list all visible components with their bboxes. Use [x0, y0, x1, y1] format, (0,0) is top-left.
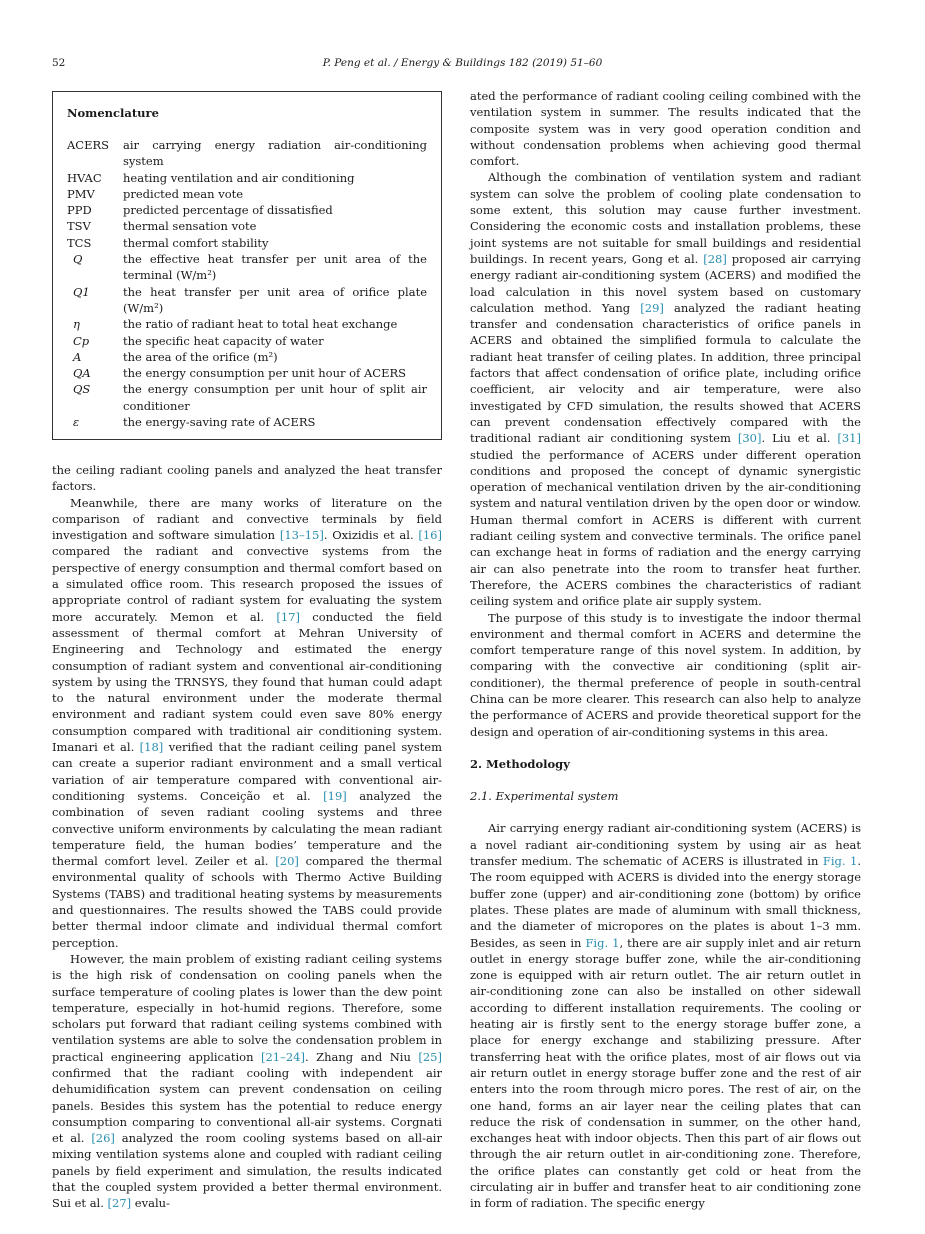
nomenclature-symbol: TSV	[67, 219, 91, 234]
nomenclature-definition: the energy consumption per unit hour of split air conditioner	[123, 382, 427, 413]
paragraph: The purpose of this study is to investigate the indoor thermal environment and thermal comfort in ACERS and determine the comfort temperature range of this novel system. In addition, by comparing with the convective air conditioning (split air-conditioner), the thermal preference of people in south-central China can be more clearer. This research can also help to analyze the performance of ACERS and provide theoretical support for the design and operation of air-conditioning systems in this area.	[470, 610, 861, 739]
text-run: compared the radiant and convective systems from the perspective of energy consumption and thermal comfort based on a simulated office room. This research proposed the issues of appropriate control of radiant system for evaluating the system more accurately. Memon et al.	[52, 544, 442, 624]
nomenclature-entry	[67, 235, 427, 251]
text-run: However, the main problem of existing radiant ceiling systems is the high risk of condensation on cooling panels when the surface temperature of cooling plates is lower than the dew point temperature, especially in hot-humid regions. Therefore, some scholars put forward that radiant ceiling systems combined with ventilation systems are able to solve the condensation problem in practical engineering application	[52, 951, 442, 1064]
nomenclature-entry	[67, 170, 427, 186]
nomenclature-entry	[67, 137, 427, 170]
subsection-heading: 2.1. Experimental system	[470, 789, 619, 804]
nomenclature-definition: the energy consumption per unit hour of ACERS	[123, 366, 406, 381]
nomenclature-definition: the ratio of radiant heat to total heat exchange	[123, 317, 398, 332]
running-header: P. Peng et al. / Energy & Buildings 182 (2019) 51–60	[322, 57, 603, 69]
text-run: . Zhang and Niu	[304, 1049, 419, 1064]
nomenclature-definition: the heat transfer per unit area of orifice plate (W/m²)	[123, 284, 427, 315]
nomenclature-entry	[67, 284, 427, 317]
nomenclature-entry	[67, 349, 427, 365]
citation-link[interactable]: [13–15]	[279, 528, 324, 543]
text-run: compared the thermal environmental quality of schools with Thermo Active Building Systems (TABS) and traditional heating systems by measurements and questionnaires. The results showed the TABS could provide better thermal indoor climate and individual thermal comfort perception.	[52, 854, 442, 950]
nomenclature-symbol: PMV	[67, 186, 95, 201]
text-run: analyzed the room cooling systems based on all-air mixing ventilation systems alone and coupled with radiant ceiling panels by field experiment and simulation, the results indicated that the coupled system provided a better thermal environment. Sui et al.	[52, 1131, 442, 1211]
nomenclature-definition: thermal comfort stability	[123, 235, 269, 250]
nomenclature-entry	[67, 186, 427, 202]
left-column	[52, 462, 442, 1212]
citation-link[interactable]: [21–24]	[260, 1049, 305, 1064]
text-run: evalu-	[131, 1196, 170, 1211]
citation-link[interactable]: [17]	[276, 609, 300, 624]
nomenclature-symbol: Q1	[73, 284, 90, 299]
text-run: proposed air carrying energy radiant air-conditioning system (ACERS) and modified the load calculation in this novel system based on customary calculation method. Yang	[470, 251, 862, 315]
nomenclature-definition: thermal sensation vote	[123, 219, 257, 234]
text-run: confirmed that the radiant cooling with independent air dehumidification system can prevent condensation on ceiling panels. Besides this system has the potential to reduce energy consumption comparing to conventional all-air systems. Corgnati et al.	[52, 1065, 442, 1146]
nomenclature-entry	[67, 218, 427, 234]
text-run: studied the performance of ACERS under different operation conditions and proposed the concept of dynamic synergistic operation of mechanical ventilation driven by the air-conditioning system and natural ventilation driven by the open door or window. Human thermal comfort in ACERS is different with current radiant ceiling system and convective terminals. The orifice panel can exchange heat in forms of radiation and the energy carrying air can also penetrate into the room to transfer heat further. Therefore, the ACERS combines the characteristics of radiant ceiling system and orifice plate air supply system.	[470, 447, 861, 609]
right-column	[470, 88, 861, 1212]
text-run: analyzed the combination of seven radiant cooling systems and three convective uniform environments by calculating the mean radiant temperature field, the human bodies’ temperature and the thermal comfort level. Zeiler et al.	[52, 788, 442, 869]
text-run: verified that the radiant ceiling panel system can create a superior radiant environment and a small vertical variation of air temperature compared with conventional air-conditioning systems. Conceição et al.	[52, 740, 442, 803]
nomenclature-entry	[67, 333, 427, 349]
text-run: analyzed the radiant heating transfer and condensation characteristics of orifice panels in ACERS and obtained the simplified formula to calculate the radiant heat transfer of ceiling plates. In addition, three principal factors that affect condensation of orifice plate, including orifice coefficient, air velocity and air temperature, were also investigated by CFD simulation, the results showed that ACERS can prevent condensation effectively compared with the traditional radiant air conditioning system	[470, 300, 861, 446]
text-run: . The room equipped with ACERS is divided into the energy storage buffer zone (upper) and air-conditioning zone (bottom) by orifice plates. These plates are made of aluminum with small thickness, and the diameter of micropores on the plates is about 1–3 mm. Besides, as seen in	[470, 854, 861, 950]
text-run: Although the combination of ventilation system and radiant system can solve the problem of cooling plate condensation to some extent, this solution may cause further investment. Considering the economic costs and installation problems, these joint systems are not suitable for small buildings and residential buildings. In recent years, Gong et al.	[470, 170, 861, 266]
nomenclature-entry	[67, 251, 427, 284]
nomenclature-symbol: PPD	[67, 203, 92, 218]
nomenclature-symbol: A	[73, 349, 82, 364]
paragraph	[52, 951, 442, 1212]
text-run: , there are air supply inlet and air return outlet in energy storage buffer zone, while the air-conditioning zone is equipped with air return outlet. The air return outlet in air-conditioning zone can also be installed on other sidewall according to different installation requirements. The cooling or heating air is firstly sent to the energy storage buffer zone, a place for energy exchange and stabilizing pressure. After transferring heat with the orifice plates, most of air flows out via air return outlet in energy storage buffer zone and the rest of air enters into the room through micro pores. The rest of air, on the one hand, forms an air layer near the ceiling plates that can reduce the risk of condensation in summer, on the other hand, exchanges heat with indoor objects. Then this part of air flows out through the air return outlet in air-conditioning zone. Therefore, the orifice plates can constantly get cold or heat from the circulating air in buffer and transfer heat to air conditioning zone in form of radiation. The specific energy	[470, 935, 861, 1211]
nomenclature-symbol: Cp	[73, 333, 90, 348]
nomenclature-symbol: QA	[73, 366, 91, 381]
nomenclature-entry	[67, 316, 427, 332]
nomenclature-symbol: η	[73, 317, 80, 332]
citation-link[interactable]: [29]	[640, 300, 664, 315]
nomenclature-symbol: TCS	[67, 235, 92, 250]
citation-link[interactable]: [31]	[837, 431, 861, 446]
citation-link[interactable]: [27]	[107, 1196, 132, 1211]
nomenclature-definition: the area of the orifice (m²)	[123, 349, 278, 364]
paragraph: ated the performance of radiant cooling ceiling combined with the ventilation system in summer. The results indicated that the composite system was in very good operation condition and without condensation problems when achieving good thermal comfort.	[470, 89, 861, 169]
text-run: . Liu et al.	[761, 431, 838, 446]
citation-link[interactable]: [26]	[91, 1131, 115, 1146]
nomenclature-entry	[67, 414, 427, 430]
nomenclature-definition: the energy-saving rate of ACERS	[123, 415, 316, 430]
paragraph	[470, 820, 861, 1211]
citation-link[interactable]: [20]	[275, 854, 299, 869]
nomenclature-symbol: ACERS	[67, 138, 110, 152]
figure-link[interactable]: Fig. 1	[585, 935, 620, 950]
nomenclature-symbol: Q	[73, 252, 83, 267]
nomenclature-entry	[67, 381, 427, 414]
citation-link[interactable]: [30]	[737, 431, 762, 446]
text-run: Air carrying energy radiant air-conditioning system (ACERS) is a novel radiant air-conditioning system by using air as heat transfer medium. The schematic of ACERS is illustrated in	[470, 821, 861, 869]
nomenclature-definition: predicted percentage of dissatisfied	[123, 203, 333, 218]
text-run: Meanwhile, there are many works of literature on the comparison of radiant and convective terminals by field investigation and software simulation	[52, 495, 442, 543]
nomenclature-definition: the specific heat capacity of water	[123, 333, 324, 348]
nomenclature-entry	[67, 365, 427, 381]
section-heading: 2. Methodology	[470, 756, 570, 771]
citation-link[interactable]: [19]	[323, 788, 347, 803]
paragraph: the ceiling radiant cooling panels and analyzed the heat transfer factors.	[52, 463, 442, 494]
nomenclature-list	[67, 137, 427, 430]
page-number: 52	[52, 57, 66, 69]
paragraph	[52, 495, 442, 951]
figure-link[interactable]: Fig. 1	[822, 854, 858, 869]
nomenclature-definition: air carrying energy radiation air-conditioning system	[123, 138, 427, 169]
text-run: conducted the field assessment of thermal comfort at Mehran University of Engineering and Technology and estimated the energy consumption of radiant system and conventional air-conditioning system by using the TRNSYS, they found that human could adapt to the natural environment under the moderate thermal environment and radiant system could even save 80% energy consumption compared with traditional air conditioning system. Imanari et al.	[52, 609, 442, 755]
nomenclature-entry	[67, 202, 427, 218]
citation-link[interactable]: [28]	[703, 251, 727, 266]
nomenclature-title: Nomenclature	[67, 106, 159, 120]
nomenclature-symbol: ε	[73, 415, 80, 430]
nomenclature-definition: the effective heat transfer per unit area of the terminal (W/m²)	[123, 252, 427, 283]
nomenclature-definition: heating ventilation and air conditioning	[123, 170, 355, 185]
nomenclature-symbol: HVAC	[67, 170, 102, 185]
nomenclature-symbol: QS	[73, 382, 91, 397]
paragraph	[470, 169, 861, 609]
text-run: . Oxizidis et al.	[323, 528, 419, 543]
citation-link[interactable]: [18]	[139, 740, 164, 755]
citation-link[interactable]: [25]	[418, 1049, 442, 1064]
citation-link[interactable]: [16]	[418, 528, 442, 543]
nomenclature-definition: predicted mean vote	[123, 186, 244, 201]
nomenclature-box	[52, 91, 442, 440]
